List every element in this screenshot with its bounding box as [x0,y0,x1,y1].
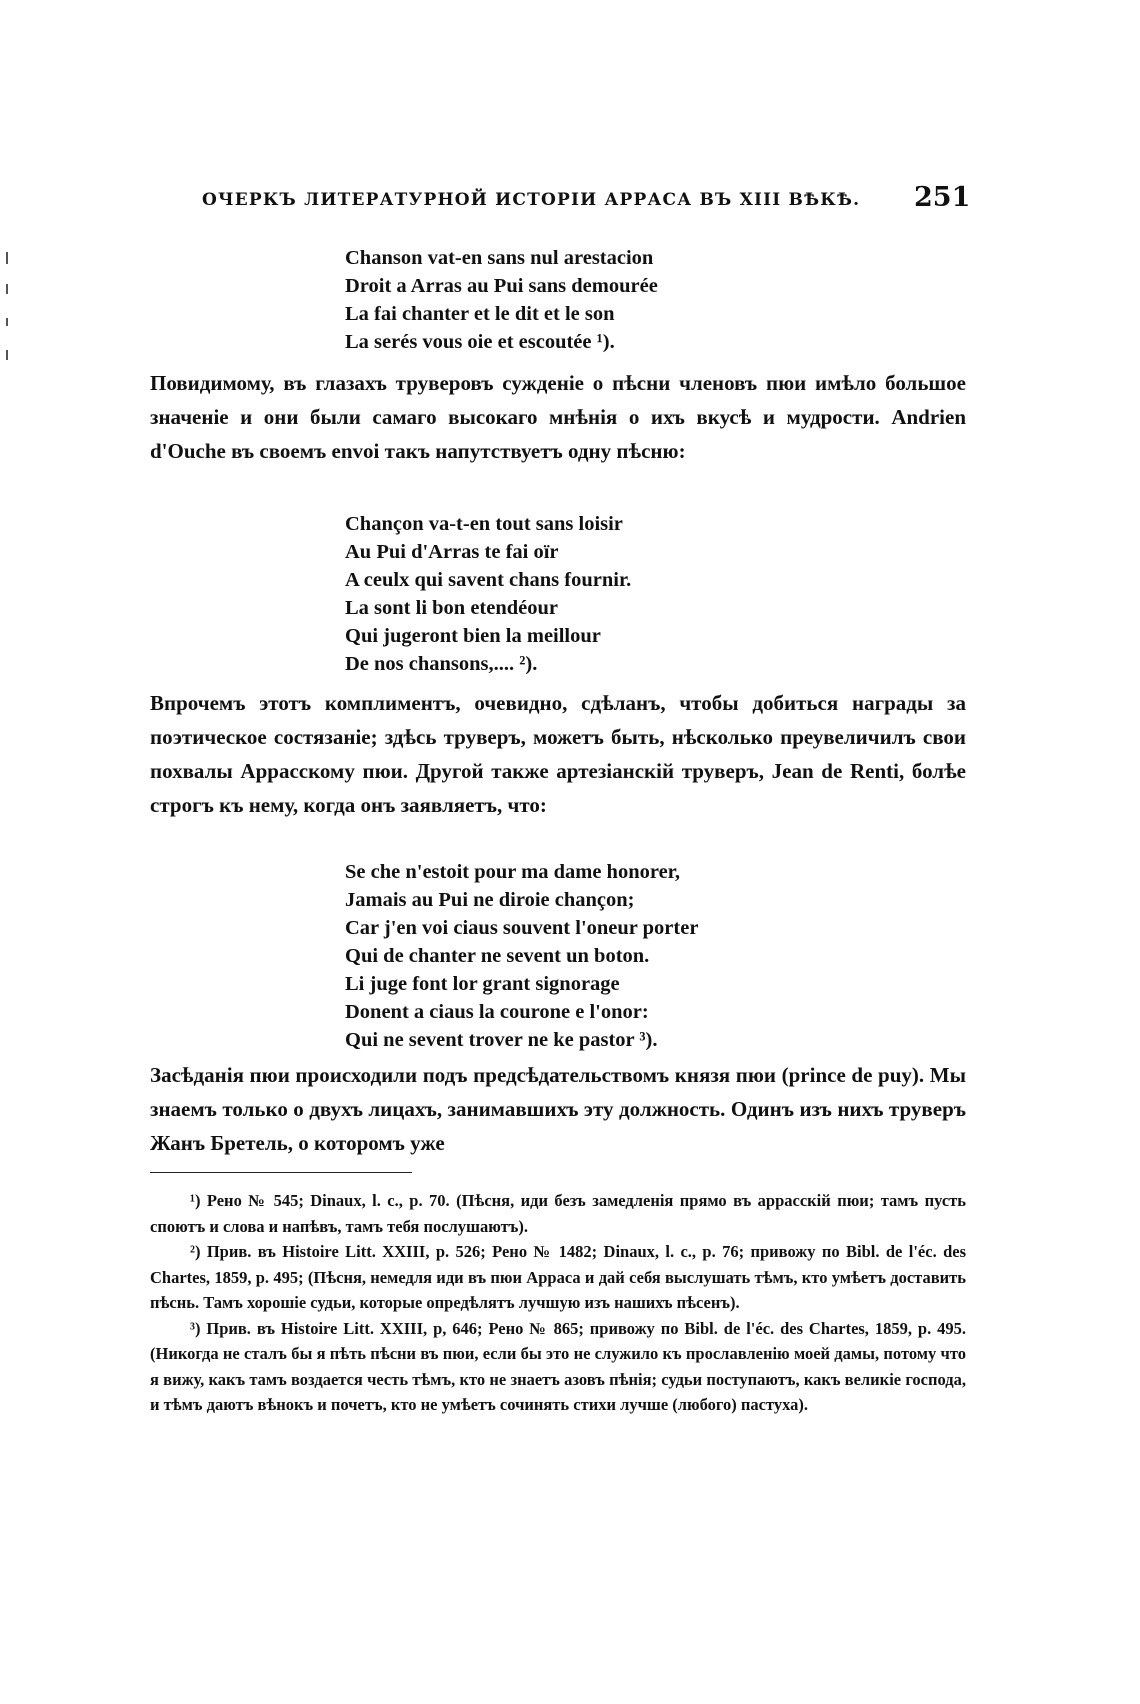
verse-line: Au Pui d'Arras te fai oïr [345,541,559,563]
margin-mark [6,284,8,294]
verse-line: Jamais au Pui ne diroie chançon; [345,889,635,911]
verse-line: Li juge font lor grant signorage [345,973,620,995]
verse-line: Chançon va-t-en tout sans loisir [345,513,623,535]
footnote-3: ³) Прив. въ Histoire Litt. XXIII, p, 646; Рено № 865; привожу по Bibl. de l'éc. des Chartes, 1859, p. 495. (Никогда не сталъ бы я пѣть пѣсни въ пюи, если бы это не служило къ прославленію моей дамы, потому что я вижу, какъ тамъ воздается честь тѣмъ, кто не знаетъ азовъ пѣнія; судьи поступаютъ, какъ великіе господа, и тѣмъ даютъ вѣнокъ и почетъ, кто не умѣетъ сочинять стихи лучше (любого) пастуха). [150,1318,966,1414]
verse-line: La fai chanter et le dit et le son [345,303,615,325]
footnote-divider [150,1172,412,1173]
body-paragraph-3: Засѣданія пюи происходили подъ предсѣдательствомъ князя пюи (prince de puy). Мы знаемъ только о двухъ лицахъ, занимавшихъ эту должность. Одинъ изъ нихъ труверъ Жанъ Бретель, о которомъ уже [150,1063,966,1155]
verse-line: A ceulx qui savent chans fournir. [345,569,632,591]
verse-line: Donent a ciaus la courone e l'onor: [345,1001,649,1023]
verse-quote-3 [345,858,698,1054]
verse-quote-2 [345,510,631,678]
body-paragraph-2: Впрочемъ этотъ комплиментъ, очевидно, сдѣланъ, чтобы добиться награды за поэтическое состязаніе; здѣсь труверъ, можетъ быть, нѣсколько преувеличилъ свои похвалы Аррасскому пюи. Другой также артезіанскій труверъ, Jean de Renti, болѣе строгъ къ нему, когда онъ заявляетъ, что: [150,691,966,817]
footnote-1: ¹) Рено № 545; Dinaux, l. c., p. 70. (Пѣсня, иди безъ замедленія прямо въ аррасскій пюи; тамъ пусть споютъ и слова и напѣвъ, тамъ тебя послушаютъ). [150,1191,966,1236]
verse-line: Qui ne sevent trover ne ke pastor ³). [345,1029,658,1051]
verse-line: Chanson vat-en sans nul arestacion [345,247,654,269]
margin-mark [6,252,8,264]
footnotes [150,1188,966,1418]
verse-line: Qui de chanter ne sevent un boton. [345,945,650,967]
verse-line: De nos chansons,.... ²). [345,653,538,675]
verse-line: Qui jugeront bien la meillour [345,625,601,647]
verse-line: Droit a Arras au Pui sans demourée [345,275,658,297]
running-header: ОЧЕРКЪ ЛИТЕРАТУРНОЙ ИСТОРІИ АРРАСА ВЪ XIII ВѢКѢ. [202,190,861,210]
margin-mark [6,318,8,326]
verse-line: Se che n'estoit pour ma dame honorer, [345,861,681,883]
margin-mark [6,350,8,360]
verse-line: La serés vous oie et escoutée ¹). [345,331,615,353]
verse-quote-1 [345,244,658,356]
verse-line: Car j'en voi ciaus souvent l'oneur porter [345,917,699,939]
body-paragraph-1: Повидимому, въ глазахъ труверовъ сужденіе о пѣсни членовъ пюи имѣло большое значеніе и они были самаго высокаго мнѣнія о ихъ вкусѣ и мудрости. Andrien d'Ouche въ своемъ envoi такъ напутствуетъ одну пѣсню: [150,371,966,463]
page-number: 251 [914,182,971,213]
verse-line: La sont li bon etendéour [345,597,558,619]
footnote-2: ²) Прив. въ Histoire Litt. XXIII, p. 526; Рено № 1482; Dinaux, l. c., p. 76; привожу по Bibl. de l'éc. des Chartes, 1859, p. 495; (Пѣсня, немедля иди въ пюи Арраса и дай себя выслушать тѣмъ, кто умѣетъ доставить пѣснь. Тамъ хорошіе судьи, которые опредѣлятъ лучшую изъ нашихъ пѣсенъ). [150,1242,966,1312]
